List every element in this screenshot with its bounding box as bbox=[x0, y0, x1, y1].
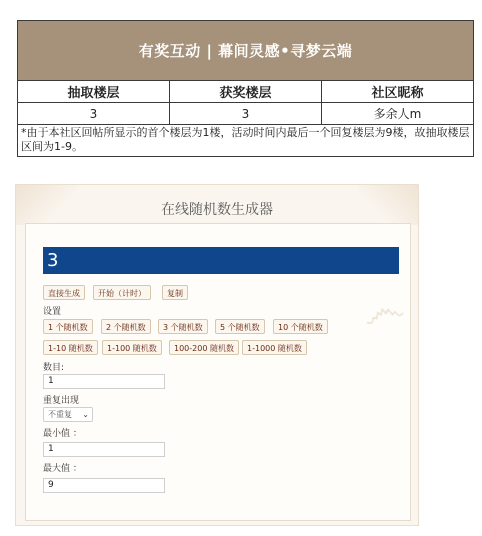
copy-button[interactable]: 复制 bbox=[162, 285, 188, 300]
header-draw-floor: 抽取楼层 bbox=[18, 81, 170, 103]
repeat-label: 重复出现 bbox=[43, 396, 80, 406]
generator-panel bbox=[25, 223, 411, 521]
prize-result-table bbox=[17, 20, 474, 157]
cell-nickname: 多余人m bbox=[322, 103, 474, 125]
cell-winning-floor: 3 bbox=[170, 103, 322, 125]
min-label: 最小值 ： bbox=[43, 429, 82, 439]
preset-range-1-10[interactable]: 1-10 随机数 bbox=[43, 340, 98, 355]
preset-10-numbers[interactable]: 10 个随机数 bbox=[273, 319, 328, 334]
preset-5-numbers[interactable]: 5 个随机数 bbox=[215, 319, 265, 334]
repeat-select[interactable] bbox=[43, 407, 93, 422]
max-label: 最大值 ： bbox=[43, 464, 82, 474]
random-generator-card bbox=[15, 184, 419, 526]
generator-title: 在线随机数生成器 bbox=[161, 202, 273, 218]
preset-range-1-1000[interactable]: 1-1000 随机数 bbox=[242, 340, 307, 355]
settings-label: 设置 bbox=[43, 307, 62, 317]
preset-2-numbers[interactable]: 2 个随机数 bbox=[101, 319, 151, 334]
header-nickname: 社区昵称 bbox=[322, 81, 474, 103]
preset-3-numbers[interactable]: 3 个随机数 bbox=[158, 319, 208, 334]
generate-button[interactable]: 直接生成 bbox=[43, 285, 85, 300]
start-timer-button[interactable]: 开始（计时） bbox=[93, 285, 151, 300]
table-note: *由于本社区回帖所显示的首个楼层为1楼，活动时间内最后一个回复楼层为9楼，故抽取楼层区间为1-9。 bbox=[18, 125, 474, 157]
chevron-down-icon: ⌄ bbox=[82, 410, 89, 419]
swirl-ornament-icon: ෴ bbox=[356, 279, 410, 340]
count-input[interactable]: 1 bbox=[43, 374, 165, 389]
cell-draw-floor: 3 bbox=[18, 103, 170, 125]
header-winning-floor: 获奖楼层 bbox=[170, 81, 322, 103]
count-label: 数目: bbox=[43, 363, 65, 373]
max-input[interactable]: 9 bbox=[43, 478, 165, 493]
min-input[interactable]: 1 bbox=[43, 442, 165, 457]
repeat-select-value: 不重复 bbox=[48, 410, 72, 419]
result-display: 3 bbox=[43, 247, 399, 274]
preset-range-1-100[interactable]: 1-100 随机数 bbox=[102, 340, 162, 355]
preset-1-number[interactable]: 1 个随机数 bbox=[43, 319, 93, 334]
preset-range-100-200[interactable]: 100-200 随机数 bbox=[169, 340, 239, 355]
table-title: 有奖互动 | 幕间灵感•寻梦云端 bbox=[18, 21, 474, 81]
